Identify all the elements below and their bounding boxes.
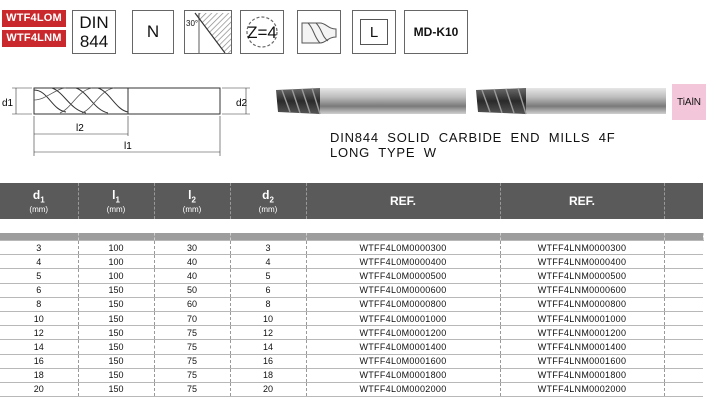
cell-ref-1: WTFF4L0M0001600 xyxy=(306,354,500,368)
cell-l1: 150 xyxy=(78,368,154,382)
header-ref-2: REF. xyxy=(500,183,664,219)
spec-table xyxy=(0,183,704,397)
product-codes xyxy=(2,10,66,50)
table-row xyxy=(0,241,703,255)
product-title xyxy=(330,130,616,160)
table-row xyxy=(0,354,703,368)
cell-extra xyxy=(664,340,703,354)
cell-l2: 75 xyxy=(154,340,230,354)
table-row xyxy=(0,297,703,311)
tool-photo-2 xyxy=(476,88,666,114)
coating-badge xyxy=(672,84,706,120)
cell-ref-2: WTFF4LNM0001200 xyxy=(500,326,664,340)
title-line-1: DIN844 SOLID CARBIDE END MILLS 4F xyxy=(330,130,616,145)
cell-d2: 10 xyxy=(230,311,306,325)
cell-d1: 5 xyxy=(0,269,78,283)
material-badge xyxy=(132,10,174,54)
angle-label: 30° xyxy=(186,19,199,28)
tool-photo-1 xyxy=(276,88,466,114)
cell-ref-1: WTFF4L0M0001400 xyxy=(306,340,500,354)
length-label: L xyxy=(369,23,379,41)
header-l2: $l_2$ (mm) xyxy=(154,183,230,219)
cell-ref-2: WTFF4LNM0001600 xyxy=(500,354,664,368)
header-d2: $d_2$ (mm) xyxy=(230,183,306,219)
cell-extra xyxy=(664,368,703,382)
cell-d2: 4 xyxy=(230,255,306,269)
cell-ref-1: WTFF4L0M0000600 xyxy=(306,283,500,297)
grade-label: MD-K10 xyxy=(413,25,459,39)
cell-d2: 18 xyxy=(230,368,306,382)
table-row xyxy=(0,255,703,269)
cell-l2: 75 xyxy=(154,326,230,340)
table-row xyxy=(0,269,703,283)
flutes-badge xyxy=(240,10,284,54)
cell-l2: 60 xyxy=(154,297,230,311)
header-ref-1: REF. xyxy=(306,183,500,219)
cell-d1: 10 xyxy=(0,311,78,325)
cell-l2: 40 xyxy=(154,269,230,283)
cell-l2: 40 xyxy=(154,255,230,269)
header-l1: $l_1$ (mm) xyxy=(78,183,154,219)
cell-d1: 12 xyxy=(0,326,78,340)
cell-l2: 70 xyxy=(154,311,230,325)
cell-extra xyxy=(664,354,703,368)
cell-ref-2: WTFF4LNM0000400 xyxy=(500,255,664,269)
cell-d1: 3 xyxy=(0,241,78,255)
cell-d1: 18 xyxy=(0,368,78,382)
label-d1: d1 xyxy=(2,98,14,109)
helix-angle-badge xyxy=(184,10,232,54)
cell-ref-1: WTFF4L0M0002000 xyxy=(306,382,500,396)
cell-d2: 20 xyxy=(230,382,306,396)
cell-ref-2: WTFF4LNM0001800 xyxy=(500,368,664,382)
flutes-label: Z=4 xyxy=(247,23,277,42)
cell-extra xyxy=(664,255,703,269)
cell-ref-1: WTFF4L0M0001800 xyxy=(306,368,500,382)
cell-d2: 6 xyxy=(230,283,306,297)
cell-extra xyxy=(664,283,703,297)
cell-ref-2: WTFF4LNM0001000 xyxy=(500,311,664,325)
standard-badge xyxy=(72,10,116,54)
table-row xyxy=(0,340,703,354)
cell-d1: 4 xyxy=(0,255,78,269)
standard-line-1: DIN xyxy=(79,13,109,32)
product-code-1: WTF4LOM xyxy=(2,10,66,27)
cell-l1: 150 xyxy=(78,382,154,396)
fluted-tool-icon xyxy=(298,11,340,53)
cell-l1: 100 xyxy=(78,255,154,269)
length-badge xyxy=(352,10,396,54)
cell-l2: 75 xyxy=(154,354,230,368)
cell-ref-1: WTFF4L0M0000400 xyxy=(306,255,500,269)
cell-l2: 75 xyxy=(154,382,230,396)
cell-d1: 20 xyxy=(0,382,78,396)
label-l2: l2 xyxy=(76,123,84,134)
cell-ref-1: WTFF4L0M0001200 xyxy=(306,326,500,340)
tool-drawing xyxy=(0,76,262,158)
cell-ref-1: WTFF4L0M0001000 xyxy=(306,311,500,325)
cell-ref-2: WTFF4LNM0000300 xyxy=(500,241,664,255)
table-stripe xyxy=(0,233,703,241)
cell-ref-2: WTFF4LNM0000600 xyxy=(500,283,664,297)
table-row xyxy=(0,283,703,297)
cell-l2: 50 xyxy=(154,283,230,297)
cell-extra xyxy=(664,241,703,255)
coating-label: TiAlN xyxy=(676,96,702,108)
cell-extra xyxy=(664,269,703,283)
cell-d1: 14 xyxy=(0,340,78,354)
title-line-2: LONG TYPE W xyxy=(330,145,437,160)
cell-ref-2: WTFF4LNM0001400 xyxy=(500,340,664,354)
helix-angle-icon xyxy=(185,11,231,53)
cell-ref-1: WTFF4L0M0000300 xyxy=(306,241,500,255)
cell-extra xyxy=(664,297,703,311)
tool-photos xyxy=(276,84,670,120)
cell-ref-2: WTFF4LNM0000500 xyxy=(500,269,664,283)
product-code-2: WTF4LNM xyxy=(2,30,66,47)
cell-extra xyxy=(664,382,703,396)
standard-line-2: 844 xyxy=(79,32,109,51)
label-d2: d2 xyxy=(236,98,248,109)
table-row xyxy=(0,368,703,382)
table-row xyxy=(0,311,703,325)
cell-d2: 12 xyxy=(230,326,306,340)
cell-l1: 150 xyxy=(78,311,154,325)
table-row xyxy=(0,382,703,396)
cell-l1: 150 xyxy=(78,326,154,340)
cell-d1: 16 xyxy=(0,354,78,368)
flutes-icon xyxy=(241,11,283,53)
cell-d2: 8 xyxy=(230,297,306,311)
cell-ref-2: WTFF4LNM0002000 xyxy=(500,382,664,396)
table-row xyxy=(0,326,703,340)
cell-extra xyxy=(664,326,703,340)
length-icon xyxy=(360,19,388,45)
header-extra xyxy=(664,183,703,219)
grade-badge xyxy=(404,10,468,54)
cell-ref-1: WTFF4L0M0000500 xyxy=(306,269,500,283)
cell-l2: 30 xyxy=(154,241,230,255)
cell-ref-1: WTFF4L0M0000800 xyxy=(306,297,500,311)
header-d1: $d_1$ (mm) xyxy=(0,183,78,219)
material-label: N xyxy=(146,22,160,41)
cell-l1: 100 xyxy=(78,241,154,255)
cell-l1: 100 xyxy=(78,269,154,283)
cell-d2: 16 xyxy=(230,354,306,368)
cell-l1: 150 xyxy=(78,354,154,368)
label-l1: l1 xyxy=(124,141,132,152)
cell-l1: 150 xyxy=(78,283,154,297)
cell-d2: 14 xyxy=(230,340,306,354)
cell-l1: 150 xyxy=(78,297,154,311)
shank-badge xyxy=(297,10,341,54)
cell-d1: 8 xyxy=(0,297,78,311)
table-header-row xyxy=(0,183,703,219)
cell-d2: 5 xyxy=(230,269,306,283)
cell-d2: 3 xyxy=(230,241,306,255)
cell-l1: 150 xyxy=(78,340,154,354)
cell-d1: 6 xyxy=(0,283,78,297)
cell-extra xyxy=(664,311,703,325)
cell-l2: 75 xyxy=(154,368,230,382)
cell-ref-2: WTFF4LNM0000800 xyxy=(500,297,664,311)
